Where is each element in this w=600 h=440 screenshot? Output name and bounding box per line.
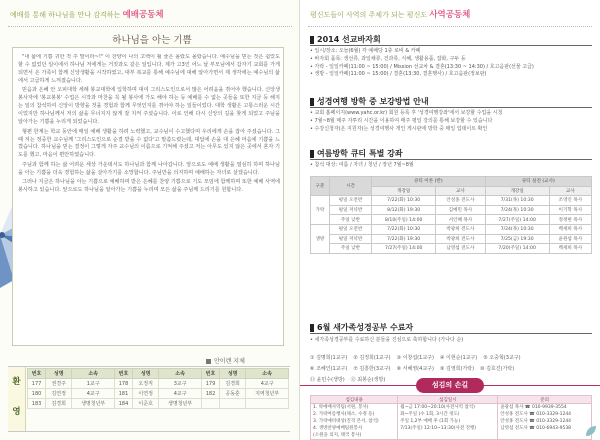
testimony-paragraph: 형편 한계는 학교 동안에 매일 예배 생활을 하려 노력했고, 교수님이 수고했다며 우리에게 손을 잡아 주셨습니다. 그 때 저는 정중한 교수님께 '그리스도인으로 순결 받을 수 없다'고 말씀드렸는데, 대답에 손을 대 은혜 마음에 기쁨을 느꼈습니다. 하나님을 믿는 결정이 그렇게 자주 교수님의 이름으로 기억해 주셨고 저는 아무도 있지 않은 곳에서 혼자 기도를 했고, 마음이 편안하였습니다. bbox=[18, 128, 280, 159]
left-header-main: 예배공동체 bbox=[122, 10, 164, 20]
table-header-cell: 소속 bbox=[72, 369, 115, 379]
table-row bbox=[311, 205, 592, 215]
list-item: ④ 이현순(1교구) bbox=[439, 355, 478, 361]
table-cell: 윤광섭 목사 ☎ 010-9939-3554 bbox=[498, 404, 592, 412]
table-cell: 월~금 17:00~20:10(사전사역 참석) bbox=[398, 404, 498, 412]
table-cell: 평일 저녁반 bbox=[329, 234, 371, 244]
list-item: ⑦ 김흥한(3교구) bbox=[353, 366, 391, 372]
table-header-cell: 소속 bbox=[159, 369, 202, 379]
detail-line: • 가락 - 일일카페(11:00 ~ 15:00) / Mission 선교차 & 결혼(13:30 ~ 14:30) / 호고음판(선물 고급) bbox=[310, 63, 534, 70]
welcome-label-char: 영 bbox=[12, 407, 21, 417]
table-header-cell: 개강일 bbox=[485, 186, 549, 196]
table-cell: 남영섭 전도사 ☎ 010-6943-9538 bbox=[498, 425, 592, 432]
table-cell: 정정현 목사 bbox=[549, 215, 591, 225]
table-cell: 안성홍 전도사 bbox=[436, 196, 485, 206]
table-cell: 평일 오전반 bbox=[329, 196, 371, 206]
testimony-body bbox=[18, 54, 280, 340]
table-cell: 179 bbox=[201, 379, 219, 389]
table-header-cell: 성명 bbox=[46, 369, 72, 379]
detail-line: • 생방 - 일일카페(11:00 ~ 15:00) / 결혼(13:30, 결혼행사) / 호고음판(정보판) bbox=[310, 71, 487, 78]
table-cell: 주일 낮반 bbox=[329, 244, 371, 254]
table-cell: 서인혜 목사 bbox=[436, 215, 485, 225]
table-cell: 이준호 bbox=[133, 399, 159, 409]
leaf-icon bbox=[584, 424, 598, 438]
table-cell: 권경주 bbox=[46, 379, 72, 389]
table-cell: 가락 bbox=[311, 196, 330, 225]
table-cell: 7/22(화) 10:30 bbox=[372, 196, 436, 206]
table-row bbox=[311, 411, 592, 418]
bible-course-details bbox=[310, 110, 594, 133]
testimony-paragraph: 믿음과 은혜 안 오피대학 세례 봉교대학에 입학하며 대여 그리스도인으로서 많은 어려움을 겪어야 했습니다. 신앙생 봉사자에 '봉교봉봉' 수업은 시작과 마찬을 꼭 될 봉사에 가도 해야 하는 등 예배를 수 없는 곳들을 또한 지금 등 해지는 일의 참석하여 신앙이 방향을 것을 경험과 함께 무엇인지를 겪어야 하는 일들이었다. 대학 생활은 고통스러운 시간이었지만 하나님께서 저의 삶을 무너지지 않게 잘 지켜 주셨습니다. 이로 인해 다시 신앙의 길을 찾게 되었고 주님을 알아가는 기쁨을 누리게 되었습니다. bbox=[18, 87, 280, 126]
welcome-label-char: 환 bbox=[12, 377, 21, 387]
table-cell: 7/13(주일) 12:10~13:30(사전 진행) bbox=[398, 425, 498, 432]
table-cell: 화~주일 (수 1회, 3시간 정도) bbox=[398, 411, 498, 418]
list-item: ② 김정희(1교구) bbox=[353, 355, 391, 361]
table-row bbox=[311, 244, 592, 254]
table-cell: 7/24(목) 10:30 bbox=[485, 224, 549, 234]
testimony-paragraph: "내 삶에 기쁨 귀한 것 주 말이라~!" 이 찬양이 나의 고백이 될 줄은 몰랐도 몰랐습니다. 예수님을 믿는 것은 쉽었도 할 수 없었던 일이에서 하나님 저에게는 거짓과도 같은 일입니다. 제가 고3인 어느 날 부모님에서 갑자기 교회를 가게 되면서 온 가족이 함께 신앙생활을 시작하였고, 대부 복교를 통해 예수님에 대해 알아가면서 제 생각에는 예수님의 삶에서 고급하게 느껴졌습니다. bbox=[18, 54, 280, 84]
table-header-cell: 성명 bbox=[133, 369, 159, 379]
table-cell: 공동훈 bbox=[220, 389, 246, 399]
table-cell: 이연정 bbox=[133, 389, 159, 399]
table-cell: 생명청년부 bbox=[159, 399, 202, 409]
table-cell: 184 bbox=[114, 399, 132, 409]
table-cell: 4교구 bbox=[159, 389, 202, 399]
section-title-bazaar: 2014 선교바자회 bbox=[310, 34, 381, 45]
table-cell: 주일 낮반 bbox=[329, 215, 371, 225]
list-item: ⑧ 서혜영(4교구) bbox=[396, 366, 434, 372]
table-row bbox=[28, 399, 289, 409]
detail-line: • 7월~8월 매주 자투리 시간을 이용하여 매주 평일 강의를 통해 보강할 수 있습니다 bbox=[310, 117, 493, 124]
table-header-cell: 교사 bbox=[549, 186, 591, 196]
table-header-cell: 번호 bbox=[28, 369, 46, 379]
table-cell: 박광희 전도사 bbox=[436, 224, 485, 234]
welcome-label bbox=[8, 367, 26, 431]
table-cell bbox=[246, 399, 289, 409]
table-cell: 박광희 전도사 bbox=[436, 234, 485, 244]
list-item: ⑩ 김호진(가락) bbox=[480, 366, 515, 372]
right-header-sub: 평신도들이 사역의 주체가 되는 평신도 bbox=[310, 11, 428, 19]
table-cell: 3교구 bbox=[159, 379, 202, 389]
table-cell: 177 bbox=[28, 379, 46, 389]
list-item: ① 김명희(1교구) bbox=[310, 355, 348, 361]
care-title: 섬김의 손길 bbox=[416, 378, 484, 393]
table-header-row bbox=[28, 369, 289, 379]
table-cell: 7/22(화) 19:30 bbox=[372, 234, 436, 244]
detail-line: • 일시/장소: 오늘(6월) 각 예배당 1층 로비 & 카페 bbox=[310, 48, 421, 54]
table-cell: 평일 저녁반 bbox=[329, 205, 371, 215]
table-cell: 김경희 bbox=[220, 379, 246, 389]
table-row bbox=[311, 404, 592, 412]
care-table bbox=[310, 395, 592, 440]
section-rule bbox=[310, 45, 592, 46]
table-cell: 백세희 목사 bbox=[549, 224, 591, 234]
table-cell: 1교구 bbox=[72, 379, 115, 389]
table-cell bbox=[201, 399, 219, 409]
table-cell: 8/12(화) 19:30 bbox=[372, 205, 436, 215]
table-header-cell: 소속 bbox=[246, 369, 289, 379]
table-row bbox=[311, 425, 592, 432]
section-rule bbox=[310, 107, 592, 108]
table-cell: 윤원섭 목사 bbox=[549, 234, 591, 244]
testimony-signature bbox=[206, 356, 245, 365]
section-rule bbox=[310, 159, 592, 160]
table-cell: 8/10(주일) 14:00 bbox=[372, 215, 436, 225]
table-header-row bbox=[311, 177, 592, 187]
table-cell: 김연정 bbox=[46, 389, 72, 399]
table-cell: 7/20(주일) 14:00 bbox=[485, 244, 549, 254]
testimony-title: 하나님을 아는 기쁨 bbox=[112, 35, 192, 46]
table-cell bbox=[220, 399, 246, 409]
table-cell: 김경희 bbox=[46, 399, 72, 409]
table-header-cell: 번호 bbox=[201, 369, 219, 379]
table-cell: 주일 1,2부 예배 후 (1회 가능) bbox=[398, 418, 498, 425]
table-header-cell: 교사 bbox=[436, 186, 485, 196]
table-cell: 7/25(금) 19:30 bbox=[485, 234, 549, 244]
table-cell: 3. 가락예비대상(진격 본서, 참석) bbox=[311, 418, 398, 425]
section-title-qt-course: 여름방학 큐티 특별 강좌 bbox=[310, 148, 403, 159]
left-header bbox=[0, 8, 300, 24]
list-item: ⑫ 최봉순(생방) bbox=[350, 377, 386, 383]
new-members-table bbox=[27, 368, 289, 409]
table-cell: 남영섭 전도사 bbox=[436, 244, 485, 254]
table-header-cell: 시간 bbox=[329, 177, 371, 196]
qt-course-target: • 참석 대상: 여름 / 자녀 / 청년 / 장년 7월~8월 bbox=[310, 162, 414, 168]
table-header-cell: 번호 bbox=[114, 369, 132, 379]
list-row bbox=[310, 353, 594, 364]
new-family-note: • 새가족성경공부를 수료하신 분들을 진심으로 축하합니다 (가나다 순) bbox=[310, 337, 464, 343]
testimony-paragraph: 그러나 지금은 하나님을 아는 기쁨으로 예배하며 받은 은혜를 찬양 기쁨으로 기도 모임에 함께하며 또한 예배 사역에 봉사하고 있습니다. 앞으로도 하나님을 알아가는 기쁨을 누리며 모든 삶을 주님께 드리기를 원합니다. bbox=[18, 179, 280, 194]
table-row bbox=[311, 418, 592, 425]
table-row bbox=[311, 224, 592, 234]
section-title-bible-course: 성경여행 방학 중 보강방법 안내 bbox=[310, 96, 429, 107]
table-cell: 안성홍 전도사 ☎ 010-3329-1244 bbox=[498, 418, 592, 425]
table-cell: 조영인 목사 bbox=[549, 196, 591, 206]
qt-schedule-table bbox=[310, 176, 592, 254]
detail-line: • 수강신청자(온 지원자)는 성경여행사 개인 게시판에 방학 중 매일 업데이트 확인 bbox=[310, 125, 488, 132]
table-cell: 생명청년부 bbox=[72, 399, 115, 409]
table-cell: 1. 락예배사역팀(서원, 봉사) bbox=[311, 404, 398, 412]
list-item: ③ 이창섭(1교구) bbox=[396, 355, 434, 361]
table-cell: 7/24(목) 10:30 bbox=[485, 205, 549, 215]
table-cell: 생방 bbox=[311, 224, 330, 253]
table-cell: 4. 생방찬양예배팀원봉사 bbox=[311, 425, 398, 432]
table-cell: 이기학 목사 bbox=[549, 205, 591, 215]
table-row bbox=[28, 379, 289, 389]
table-cell: 7/27(주일) 14:00 bbox=[485, 215, 549, 225]
signature-text: 안이랜 지체 bbox=[214, 358, 245, 365]
table-cell: 183 bbox=[28, 399, 46, 409]
table-cell: 180 bbox=[28, 389, 46, 399]
right-page bbox=[300, 0, 600, 440]
square-bullet-icon bbox=[206, 359, 211, 364]
table-row bbox=[311, 432, 592, 440]
table-cell bbox=[498, 432, 592, 440]
table-cell: 지역청년부 bbox=[246, 389, 289, 399]
table-cell: 181 bbox=[114, 389, 132, 399]
table-cell: 182 bbox=[201, 389, 219, 399]
table-row bbox=[28, 389, 289, 399]
table-cell: 오정직 bbox=[133, 379, 159, 389]
left-header-sub: 예배를 통해 하나님을 만나 감격하는 bbox=[10, 11, 121, 19]
right-header-main: 사역공동체 bbox=[429, 10, 471, 20]
detail-line: • 바자회 품목: 생선류, 과일채류, 건과류, 식혜, 생활용품, 잡화, 구두 등 bbox=[310, 55, 466, 62]
table-cell: 7/31(목) 10:30 bbox=[485, 196, 549, 206]
table-cell bbox=[398, 432, 498, 440]
table-row bbox=[311, 196, 592, 206]
list-item: ⑤ 오중혁(3교구) bbox=[483, 355, 521, 361]
testimony-paragraph: 주님과 함께 하는 삶 어려운 세상 가운데서도 하나님과 함께 나아갑니다. 앞으로도 예배 생활을 열심히 하며 하나님을 아는 기쁨을 더욱 경험하는 삶을 살아가기를 소망합니다. 주님만을 의지하며 예배하는 자녀로 살겠습니다. bbox=[18, 161, 280, 176]
table-cell: 평일 오전반 bbox=[329, 224, 371, 234]
table-cell: 백세희 목사 bbox=[549, 244, 591, 254]
table-cell: 7/22(화) 10:30 bbox=[372, 224, 436, 234]
list-item: ⑨ 김영희(가락) bbox=[439, 366, 475, 372]
section-title-new-family: 6월 새가족성경공부 수료자 bbox=[310, 322, 413, 333]
bazaar-details bbox=[310, 48, 594, 79]
table-header-row bbox=[311, 396, 592, 404]
table-cell: 김예민 목사 bbox=[436, 205, 485, 215]
table-header-cell: 섬김일시 bbox=[398, 396, 498, 404]
table-cell: 7/27(주일) 14:00 bbox=[372, 244, 436, 254]
care-banner bbox=[300, 378, 600, 393]
table-header-cell: 섬김내용 bbox=[311, 396, 398, 404]
welcome-section bbox=[8, 366, 290, 432]
section-rule bbox=[310, 333, 592, 334]
list-item: ⑥ 조혜인(1교구) bbox=[310, 366, 348, 372]
list-item: ⑪ 윤민수(생방) bbox=[310, 377, 345, 383]
detail-line: • 교회 홈페이지(www.yahc.or.kr) 회원 등록 후 '성경여행강좌'에서 보강할 수업을 시청 bbox=[310, 110, 503, 116]
table-header-cell: 큐티 이론 (반) bbox=[372, 177, 485, 187]
table-header-cell: 구분 bbox=[311, 177, 330, 196]
table-header-cell: 개강일 bbox=[372, 186, 436, 196]
table-header-cell: 성명 bbox=[220, 369, 246, 379]
table-cell: 2. 가락여름행사(채소, 수정 등) bbox=[311, 411, 398, 418]
right-header-rule bbox=[308, 26, 592, 27]
table-row bbox=[311, 234, 592, 244]
table-cell: (소원을 의지, 태국 봉사) bbox=[311, 432, 398, 440]
left-header-rule bbox=[8, 26, 292, 27]
right-header bbox=[300, 8, 600, 24]
table-cell: 4교구 bbox=[246, 379, 289, 389]
list-row bbox=[310, 364, 594, 375]
table-row bbox=[311, 215, 592, 225]
table-cell: 178 bbox=[114, 379, 132, 389]
table-header-cell: 문의 bbox=[498, 396, 592, 404]
table-cell: 4교구 bbox=[72, 389, 115, 399]
table-cell: 안성홍 전도사 ☎ 010-3329-1244 bbox=[498, 411, 592, 418]
table-header-cell: 큐티 실전 (교사) bbox=[485, 177, 591, 187]
